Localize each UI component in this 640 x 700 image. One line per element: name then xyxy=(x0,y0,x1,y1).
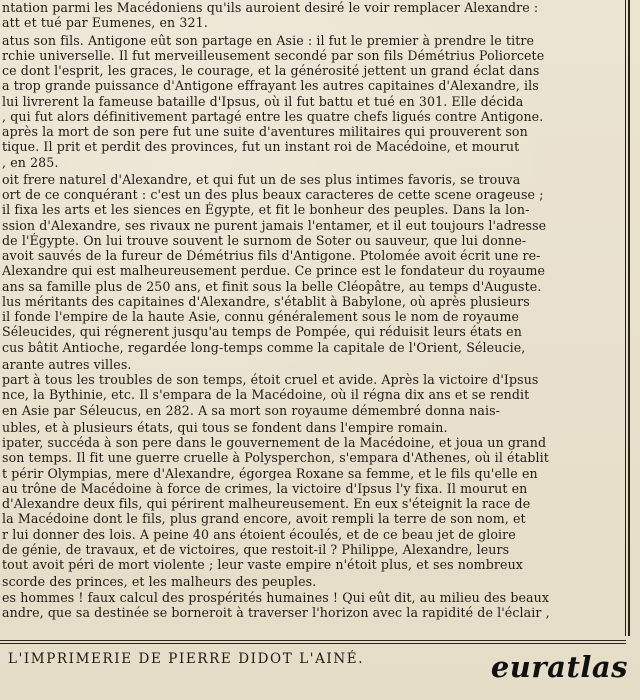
text-line: lus méritants des capitaines d'Alexandre, s'établit à Babylone, où après plusieurs xyxy=(2,293,530,309)
right-border-rule-inner xyxy=(625,0,626,636)
text-line: , en 285. xyxy=(2,154,59,170)
text-line: ubles, et à plusieurs états, qui tous se fondent dans l'empire romain. xyxy=(2,419,448,435)
printer-imprint: L'IMPRIMERIE DE PIERRE DIDOT L'AINÉ. xyxy=(8,651,365,667)
text-line: avoit sauvés de la fureur de Démétrius fils d'Antigone. Ptolomée avoit écrit une re- xyxy=(2,248,541,263)
text-line: de l'Égypte. On lui trouve souvent le surnom de Soter ou sauveur, que lui donne- xyxy=(2,232,527,248)
text-line: Séleucides, qui régnerent jusqu'au temps de Pompée, qui réduisit leurs états en xyxy=(2,324,522,340)
text-line: andre, que sa destinée se borneroit à traverser l'horizon avec la rapidité de l'éclair , xyxy=(2,604,550,620)
body-text xyxy=(2,0,614,620)
text-line: atus son fils. Antigone eût son partage en Asie : il fut le premier à prendre le titre xyxy=(2,32,535,48)
text-line: tout avoit péri de mort violente ; leur vaste empire n'étoit plus, et ses nombreux xyxy=(2,557,523,572)
right-border-rule xyxy=(628,0,630,636)
text-line: cus bâtit Antioche, regardée long-temps comme la capitale de l'Orient, Séleucie, xyxy=(2,339,526,355)
text-line: son temps. Il fit une guerre cruelle à Polysperchon, s'empara d'Athenes, où il établit xyxy=(2,450,549,466)
text-line: att et tué par Eumenes, en 321. xyxy=(2,15,208,31)
text-line: , qui fut alors définitivement partagé entre les quatre chefs ligués contre Antigone. xyxy=(2,108,544,124)
euratlas-watermark: euratlas xyxy=(490,650,628,684)
text-line: es hommes ! faux calcul des prospérités humaines ! Qui eût dit, au milieu des beaux xyxy=(2,589,550,605)
text-line: a trop grande puissance d'Antigone effrayant les autres capitaines d'Alexandre, ils xyxy=(2,78,539,94)
text-line: ssion d'Alexandre, ses rivaux ne purent jamais l'entamer, et il eut toujours l'adresse xyxy=(2,217,547,233)
text-line: oit frere naturel d'Alexandre, et qui fut un de ses plus intimes favoris, se trouva xyxy=(2,171,521,187)
text-line: d'Alexandre deux fils, qui périrent malheureusement. En eux s'éteignit la race de xyxy=(2,496,531,511)
text-line: lui livrerent la fameuse bataille d'Ipsus, où il fut battu et tué en 301. Elle décida xyxy=(2,93,524,109)
footer-rule xyxy=(0,640,626,641)
text-line: tique. Il prit et perdit des provinces, fut un instant roi de Macédoine, et mourut xyxy=(2,139,520,155)
text-line: ans sa famille plus de 250 ans, et finit sous la belle Cléopâtre, au temps d'Auguste. xyxy=(2,278,542,294)
text-line: Alexandre qui est malheureusement perdue. Ce prince est le fondateur du royaume xyxy=(2,263,546,279)
text-line: la Macédoine dont le fils, plus grand encore, avoit rempli la terre de son nom, et xyxy=(2,511,526,527)
text-line: il fixa les arts et les siences en Égypte, et fit le bonheur des peuples. Dans la lon- xyxy=(2,202,530,218)
text-line: en Asie par Séleucus, en 282. A sa mort son royaume démembré donna nais- xyxy=(2,402,501,418)
text-line: après la mort de son pere fut une suite d'aventures militaires qui prouverent son xyxy=(2,124,528,139)
footer-rule-double xyxy=(0,643,626,644)
text-line: rchie universelle. Il fut merveilleusement secondé par son fils Démétrius Poliorcete xyxy=(2,47,545,63)
text-line: r lui donner des lois. A peine 40 ans étoient écoulés, et de ce beau jet de gloire xyxy=(2,526,516,542)
text-line: ort de ce conquérant : c'est un des plus beaux caracteres de cette scene orageuse ; xyxy=(2,187,544,202)
text-line: ce dont l'esprit, les graces, le courage, et la générosité jettent un grand éclat dans xyxy=(2,63,540,78)
text-line: ipater, succéda à son pere dans le gouvernement de la Macédoine, et joua un grand xyxy=(2,435,547,450)
text-line: part à tous les troubles de son temps, étoit cruel et avide. Après la victoire d'Ipsus xyxy=(2,372,539,387)
text-line: t périr Olympias, mere d'Alexandre, égorgea Roxane sa femme, et le fils qu'elle en xyxy=(2,465,538,481)
text-line: de génie, de travaux, et de victoires, que restoit-il ? Philippe, Alexandre, leurs xyxy=(2,541,510,557)
text-line: au trône de Macédoine à force de crimes, la victoire d'Ipsus l'y fixa. Il mourut en xyxy=(2,480,528,496)
text-line: scorde des princes, et les malheurs des peuples. xyxy=(2,574,317,590)
text-line: ntation parmi les Macédoniens qu'ils auroient desiré le voir remplacer Alexandre : xyxy=(2,0,539,15)
text-line: arante autres villes. xyxy=(2,356,132,372)
text-line: il fonde l'empire de la haute Asie, connu généralement sous le nom de royaume xyxy=(2,309,520,324)
text-line: nce, la Bythinie, etc. Il s'empara de la Macédoine, où il régna dix ans et se rendit xyxy=(2,387,530,403)
